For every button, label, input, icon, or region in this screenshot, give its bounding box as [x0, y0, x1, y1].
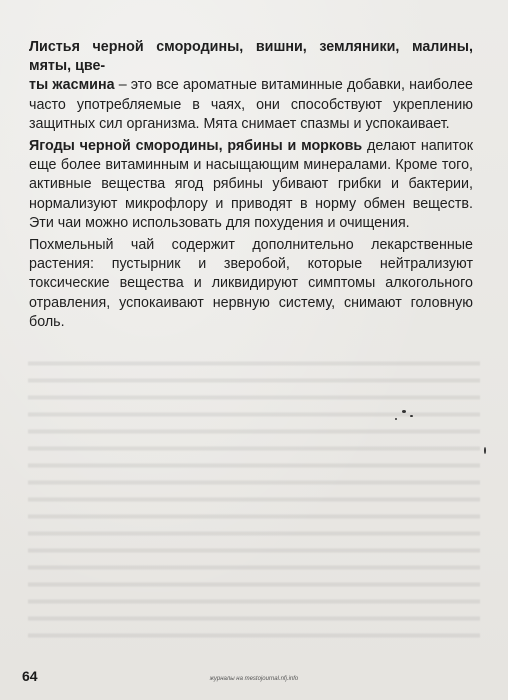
paragraph-berries-lead: Ягоды черной смородины, рябины и морковь [29, 138, 363, 155]
reverse-side-show-through [28, 355, 480, 645]
paragraph-leaves-text: – это все ароматные витаминные добавки, наиболее часто употребляемые в чаях, они способствуют укреплению защитных сил организма. Мята снимает спазмы и успокаивает. [29, 77, 474, 132]
scan-speck [484, 447, 486, 454]
paragraph-hangover-tea-text: Похмельный чай содержит дополнительно лекарственные растения: пустырник и зверобой, которые нейтрализуют токсические вещества и ликвидируют симптомы алкогольного отравления, успокаивают нервную систему, снимают головную боль. [29, 237, 473, 330]
paragraph-leaves [29, 38, 473, 134]
paragraph-berries [29, 137, 473, 233]
scan-speck [402, 410, 406, 413]
scan-speck [395, 418, 397, 420]
page-number: 64 [22, 668, 38, 684]
paragraph-leaves-lead-line1: Листья черной смородины, вишни, земляники, малины, мяты, цве- [29, 39, 473, 75]
paragraph-leaves-lead-line2: ты жасмина [29, 77, 115, 94]
watermark: журналы на mestojournal.nfj.info [209, 676, 299, 682]
scan-speck [410, 415, 413, 417]
body-text [29, 38, 473, 332]
paragraph-berries-text: делают напиток еще более витаминным и насыщающим минералами. Кроме того, активные вещества ягод рябины убивают грибки и бактерии, нормализуют микрофлору и приводят в норму обмен веществ. Эти чаи можно использовать для похудения и очищения. [29, 138, 473, 231]
paragraph-hangover-tea [29, 236, 473, 332]
